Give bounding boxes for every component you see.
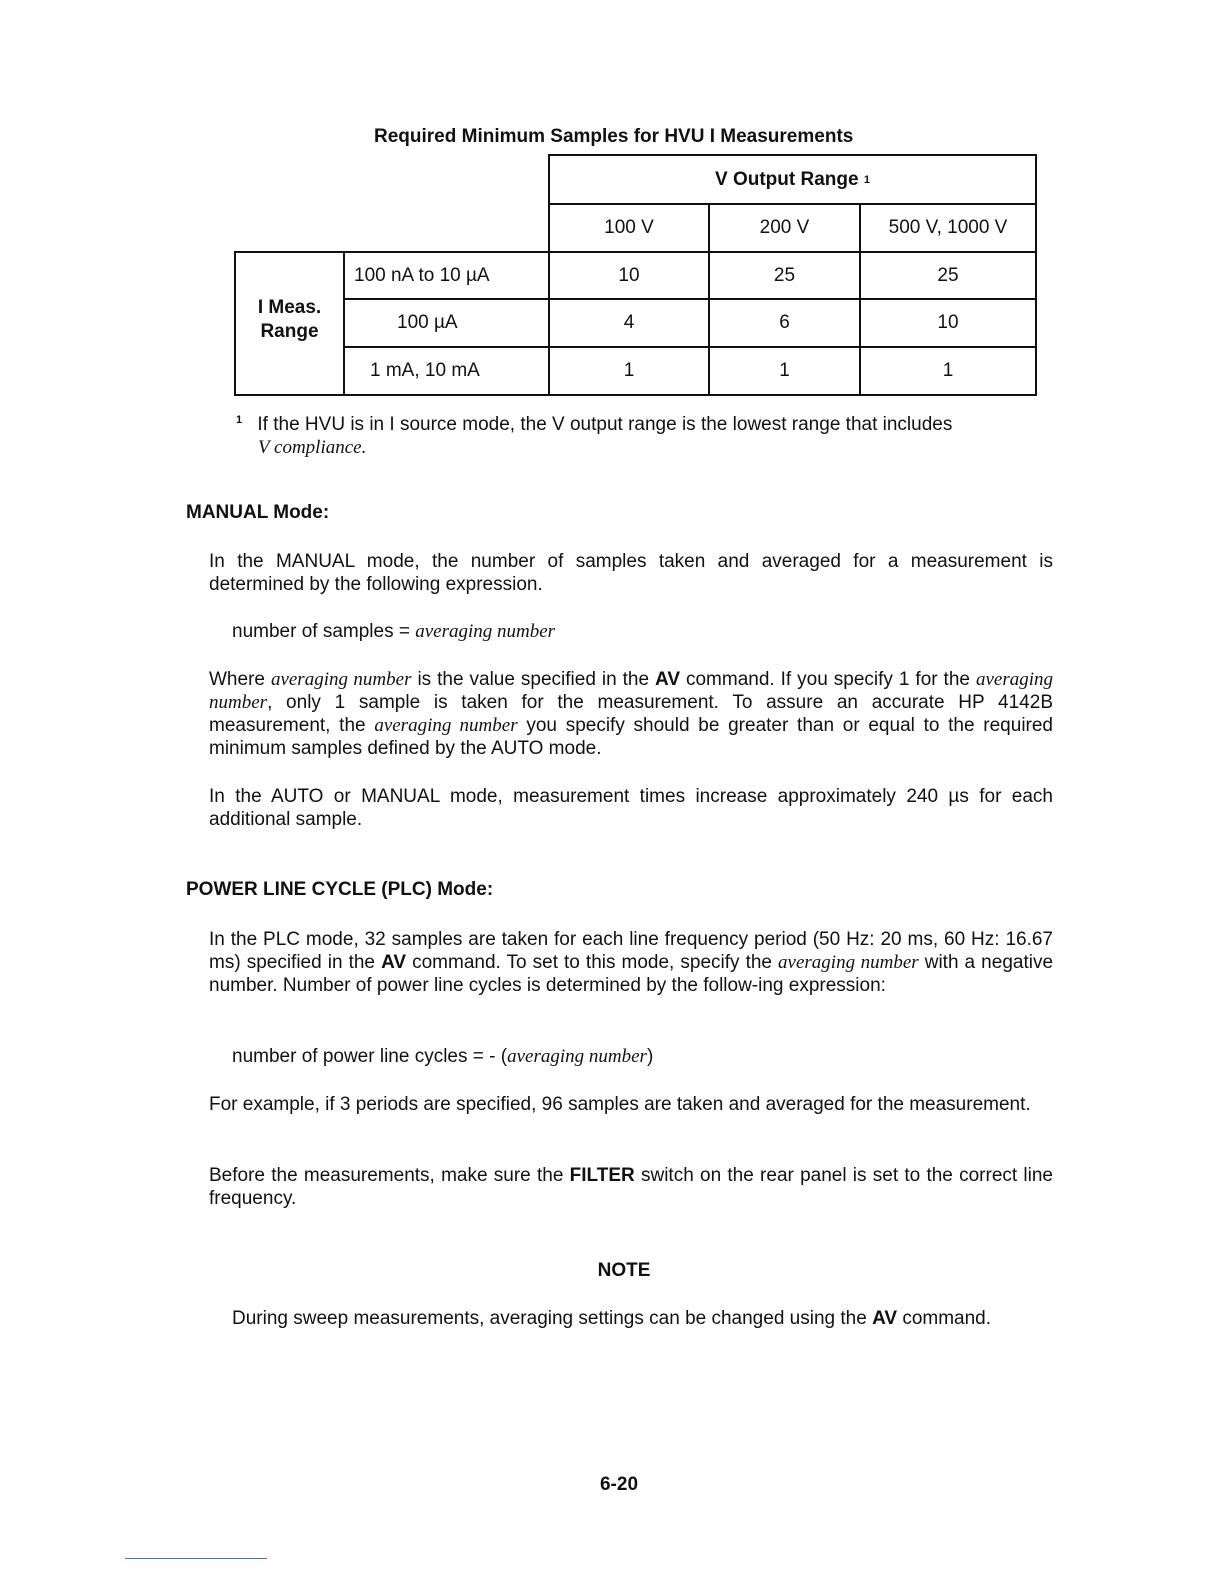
- plc-paragraph-2: For example, if 3 periods are specified, 96 samples are taken and averaged for the measurement.: [209, 1094, 1031, 1115]
- table-cell: 1: [779, 360, 790, 381]
- manual-formula: number of samples = averaging number: [232, 621, 556, 642]
- table-cell: 10: [618, 264, 640, 286]
- table-row-label: 1 mA, 10 mA: [370, 360, 480, 381]
- table-cell: 25: [773, 264, 796, 286]
- manual-mode-heading: MANUAL Mode:: [186, 502, 330, 523]
- table-caption: Required Minimum Samples for HVU I Measurements: [374, 126, 854, 147]
- table-row-label: 100 nA to 10 µA: [354, 264, 490, 286]
- note-title: NOTE: [597, 1260, 651, 1281]
- row-group-label: I Meas. Range: [257, 297, 322, 342]
- column-header: 200 V: [759, 217, 810, 238]
- plc-mode-heading: POWER LINE CYCLE (PLC) Mode:: [186, 879, 494, 900]
- table-cell: 6: [779, 312, 790, 333]
- page-number: 6-20: [599, 1474, 639, 1495]
- plc-formula: number of power line cycles = - (averaging number): [232, 1046, 654, 1067]
- plc-paragraph-1: In the PLC mode, 32 samples are taken for each line frequency period (50 Hz: 20 ms, 60 Hz: 16.67 ms) specified in the AV command. To set to this mode, specify the averaging number with a negative number. Number of power line cycles is determined by the follow-ing expression:: [209, 929, 1054, 996]
- table-cell: 4: [623, 312, 635, 333]
- plc-paragraph-3: Before the measurements, make sure the FILTER switch on the rear panel is set to the correct line frequency.: [209, 1165, 1053, 1209]
- manual-paragraph-2: Where averaging number is the value specified in the AV command. If you specify 1 for the averaging number, only 1 sample is taken for the measurement. To assure an accurate HP 4142B measurement, the averaging number you specify should be greater than or equal to the required minimum samples defined by the AUTO mode.: [209, 669, 1053, 759]
- table-cell: 10: [937, 312, 959, 333]
- bottom-rule: [125, 1558, 267, 1559]
- table-cell: 1: [623, 360, 635, 381]
- manual-paragraph-3: In the AUTO or MANUAL mode, measurement times increase approximately 240 µs for each additional sample.: [209, 786, 1053, 830]
- table-row-label: 100 µA: [397, 312, 458, 333]
- column-header: 500 V, 1000 V: [888, 217, 1008, 238]
- note-text: During sweep measurements, averaging settings can be changed using the AV command.: [232, 1308, 992, 1329]
- table-cell: 25: [937, 264, 959, 286]
- table-footnote: $^1$ If the HVU is in I source mode, the V output range is the lowest range that includes V compliance.: [236, 414, 953, 459]
- table-cell: 1: [942, 360, 954, 381]
- manual-paragraph-1: In the MANUAL mode, the number of samples taken and averaged for a measurement is determined by the following expression.: [209, 551, 1053, 595]
- column-header: 100 V: [604, 217, 654, 238]
- header-group-v-output-range: V Output Range 1: [715, 168, 870, 190]
